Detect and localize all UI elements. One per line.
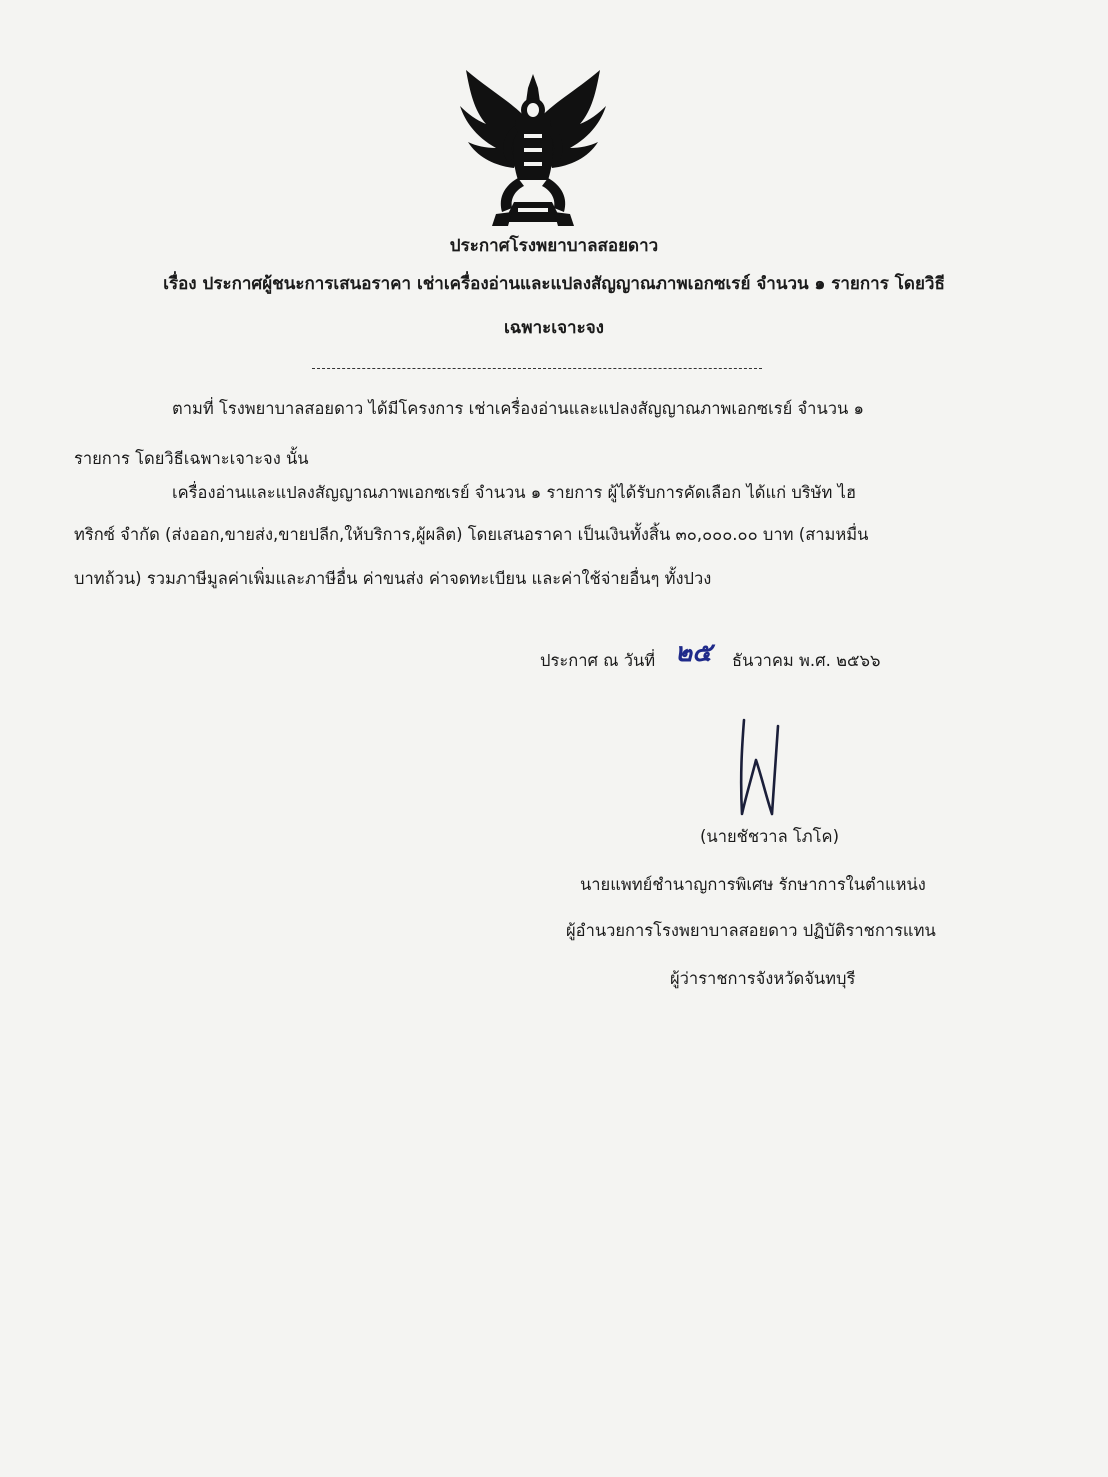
paragraph-1-line-2: รายการ โดยวิธีเฉพาะเจาะจง นั้น [74,449,309,468]
paragraph-1-line-1: ตามที่ โรงพยาบาลสอยดาว ได้มีโครงการ เช่าเครื่องอ่านและแปลงสัญญาณภาพเอกซเรย์ จำนวน ๑ [172,399,864,418]
date-prefix: ประกาศ ณ วันที่ [540,651,656,670]
subject-line-2: เฉพาะเจาะจง [504,318,604,338]
signatory-name: (นายชัชวาล โภโค) [700,827,840,846]
paragraph-2-line-1: เครื่องอ่านและแปลงสัญญาณภาพเอกซเรย์ จำนวน ๑ รายการ ผู้ได้รับการคัดเลือก ได้แก่ บริษัท ไฮ [172,483,857,502]
date-month-year: ธันวาคม พ.ศ. ๒๕๖๖ [732,651,881,670]
garuda-emblem-icon [452,62,614,230]
paragraph-2-line-2: ทริกซ์ จำกัด (ส่งออก,ขายส่ง,ขายปลีก,ให้บริการ,ผู้ผลิต) โดยเสนอราคา เป็นเงินทั้งสิ้น ๓๐,๐๐๐.๐๐ บาท (สามหมื่น [74,525,869,544]
dashed-divider [312,368,762,369]
signatory-position-line-3: ผู้ว่าราชการจังหวัดจันทบุรี [670,969,856,988]
paragraph-2-line-3: บาทถ้วน) รวมภาษีมูลค่าเพิ่มและภาษีอื่น ค่าขนส่ง ค่าจดทะเบียน และค่าใช้จ่ายอื่นๆ ทั้งปวง [74,569,712,588]
handwritten-signature-icon [722,716,802,820]
signatory-position-line-1: นายแพทย์ชำนาญการพิเศษ รักษาการในตำแหน่ง [580,875,926,894]
handwritten-day: ๒๕ [675,638,712,668]
announcement-title: ประกาศโรงพยาบาลสอยดาว [449,236,659,256]
signatory-position-line-2: ผู้อำนวยการโรงพยาบาลสอยดาว ปฏิบัติราชการแทน [566,921,936,940]
subject-line-1: เรื่อง ประกาศผู้ชนะการเสนอราคา เช่าเครื่องอ่านและแปลงสัญญาณภาพเอกซเรย์ จำนวน ๑ รายการ โดยวิธี [163,274,945,294]
